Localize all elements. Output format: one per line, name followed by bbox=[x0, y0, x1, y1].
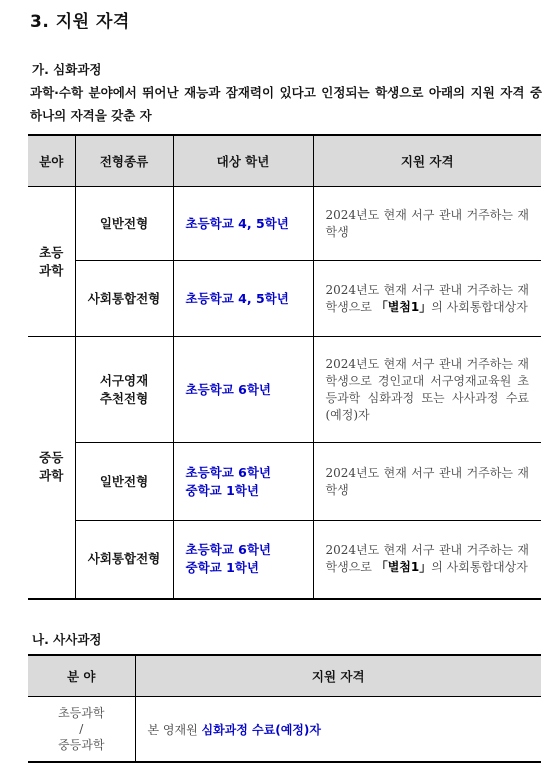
admission-type: 사회통합전형 bbox=[75, 261, 173, 337]
header-target-grade: 대상 학년 bbox=[173, 135, 313, 187]
section-title: 3. 지원 자격 bbox=[30, 12, 130, 32]
qualification-text: 2024년도 현재 서구 관내 거주하는 재학생으로 bbox=[325, 282, 529, 314]
header-field: 분 야 bbox=[28, 655, 135, 697]
qualification: 2024년도 현재 서구 관내 거주하는 재학생 bbox=[313, 187, 541, 261]
target-grade: 초등학교 6학년 중학교 1학년 bbox=[173, 443, 313, 521]
qualification-text-end: 의 사회통합대상자 bbox=[431, 560, 528, 575]
target-grade: 초등학교 4, 5학년 bbox=[173, 187, 313, 261]
qualification bbox=[135, 697, 541, 763]
admission-type: 사회통합전형 bbox=[75, 521, 173, 599]
table-row bbox=[28, 443, 541, 521]
qualification bbox=[313, 261, 541, 337]
qualification-text: 2024년도 현재 서구 관내 거주하는 재학생으로 bbox=[325, 543, 529, 575]
admission-type: 일반전형 bbox=[75, 443, 173, 521]
field-science: 초등과학 / 중등과학 bbox=[28, 697, 135, 763]
table-row bbox=[28, 337, 541, 443]
target-grade: 초등학교 6학년 bbox=[173, 337, 313, 443]
header-admission-type: 전형종류 bbox=[75, 135, 173, 187]
table-row bbox=[28, 521, 541, 599]
admission-type: 일반전형 bbox=[75, 187, 173, 261]
qualification: 2024년도 현재 서구 관내 거주하는 재학생으로 경인교대 서구영재교육원 초등과학 심화과정 또는 사사과정 수료(예정)자 bbox=[313, 337, 541, 443]
eligibility-table-advanced bbox=[28, 134, 541, 600]
qualification-text: 본 영재원 bbox=[147, 722, 202, 737]
target-grade: 초등학교 4, 5학년 bbox=[173, 261, 313, 337]
subsection-mentorship-course: 나. 사사과정 bbox=[32, 632, 102, 647]
table-row bbox=[28, 187, 541, 261]
intro-paragraph: 과학·수학 분야에서 뛰어난 재능과 잠재력이 있다고 인정되는 학생으로 아래의 지원 자격 중 하나의 자격을 갖춘 자 bbox=[30, 85, 542, 123]
attachment-reference: 「별첨1」 bbox=[375, 560, 432, 575]
field-elementary-science: 초등 과학 bbox=[28, 187, 75, 337]
qualification-text-end: 의 사회통합대상자 bbox=[431, 299, 528, 314]
target-grade: 초등학교 6학년 중학교 1학년 bbox=[173, 521, 313, 599]
qualification: 2024년도 현재 서구 관내 거주하는 재학생 bbox=[313, 443, 541, 521]
qualification bbox=[313, 521, 541, 599]
table-header-row bbox=[28, 135, 541, 187]
attachment-reference: 「별첨1」 bbox=[375, 299, 432, 314]
eligibility-table-mentorship bbox=[28, 654, 541, 763]
table-row bbox=[28, 261, 541, 337]
qualification-highlight: 심화과정 수료(예정)자 bbox=[201, 722, 321, 737]
field-middle-science: 중등 과학 bbox=[28, 337, 75, 599]
subsection-advanced-course: 가. 심화과정 bbox=[32, 62, 102, 77]
table-header-row bbox=[28, 655, 541, 697]
table-row bbox=[28, 697, 541, 763]
header-field: 분야 bbox=[28, 135, 75, 187]
header-qualification: 지원 자격 bbox=[135, 655, 541, 697]
admission-type: 서구영재 추천전형 bbox=[75, 337, 173, 443]
header-qualification: 지원 자격 bbox=[313, 135, 541, 187]
